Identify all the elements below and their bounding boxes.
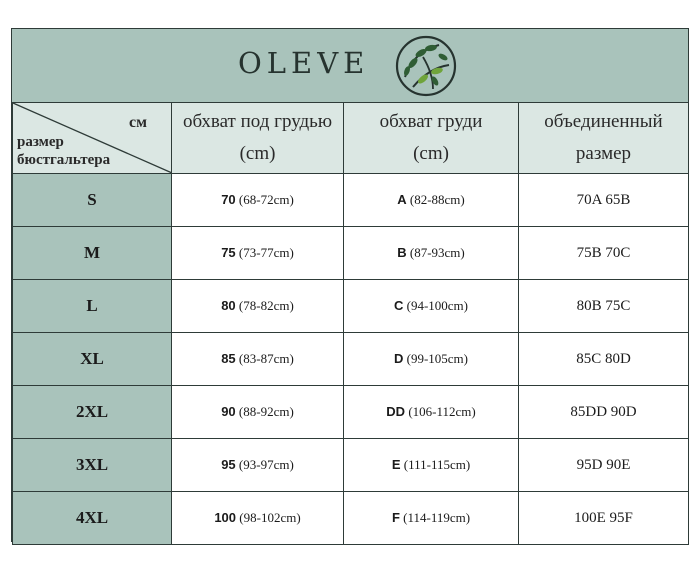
underbust-cell: 80 (78-82cm) <box>172 280 344 333</box>
bra-size-label: размер бюстгальтера <box>17 134 111 168</box>
bust-cell: F (114-119cm) <box>344 492 519 545</box>
brand-name: OLEVE <box>238 46 370 80</box>
size-cell: L <box>13 280 172 333</box>
table-row <box>13 333 689 386</box>
size-chart <box>11 28 689 542</box>
combined-cell: 85C 80D <box>519 333 689 386</box>
table-row <box>13 492 689 545</box>
underbust-cell: 75 (73-77cm) <box>172 227 344 280</box>
size-cell: XL <box>13 333 172 386</box>
combined-cell: 85DD 90D <box>519 386 689 439</box>
size-table <box>12 102 689 545</box>
size-cell: M <box>13 227 172 280</box>
bust-cell: D (99-105cm) <box>344 333 519 386</box>
combined-cell: 100E 95F <box>519 492 689 545</box>
underbust-cell: 100 (98-102cm) <box>172 492 344 545</box>
header-bust: обхват груди (cm) <box>344 103 519 174</box>
header-combined: объединенный размер <box>519 103 689 174</box>
brand-banner <box>12 29 688 103</box>
table-row <box>13 439 689 492</box>
unit-label: см <box>129 114 147 131</box>
bust-cell: A (82-88cm) <box>344 174 519 227</box>
bust-cell: E (111-115cm) <box>344 439 519 492</box>
combined-cell: 95D 90E <box>519 439 689 492</box>
table-row <box>13 386 689 439</box>
corner-cell <box>13 103 172 174</box>
table-row <box>13 280 689 333</box>
bust-cell: DD (106-112cm) <box>344 386 519 439</box>
header-underbust: обхват под грудью (cm) <box>172 103 344 174</box>
underbust-cell: 95 (93-97cm) <box>172 439 344 492</box>
size-cell: S <box>13 174 172 227</box>
bust-cell: C (94-100cm) <box>344 280 519 333</box>
table-row <box>13 174 689 227</box>
underbust-cell: 85 (83-87cm) <box>172 333 344 386</box>
header-row <box>13 103 689 174</box>
size-cell: 4XL <box>13 492 172 545</box>
underbust-cell: 90 (88-92cm) <box>172 386 344 439</box>
size-cell: 3XL <box>13 439 172 492</box>
combined-cell: 75B 70C <box>519 227 689 280</box>
leaf-wreath-icon <box>393 33 459 99</box>
combined-cell: 70A 65B <box>519 174 689 227</box>
underbust-cell: 70 (68-72cm) <box>172 174 344 227</box>
size-cell: 2XL <box>13 386 172 439</box>
bust-cell: B (87-93cm) <box>344 227 519 280</box>
combined-cell: 80B 75C <box>519 280 689 333</box>
table-row <box>13 227 689 280</box>
